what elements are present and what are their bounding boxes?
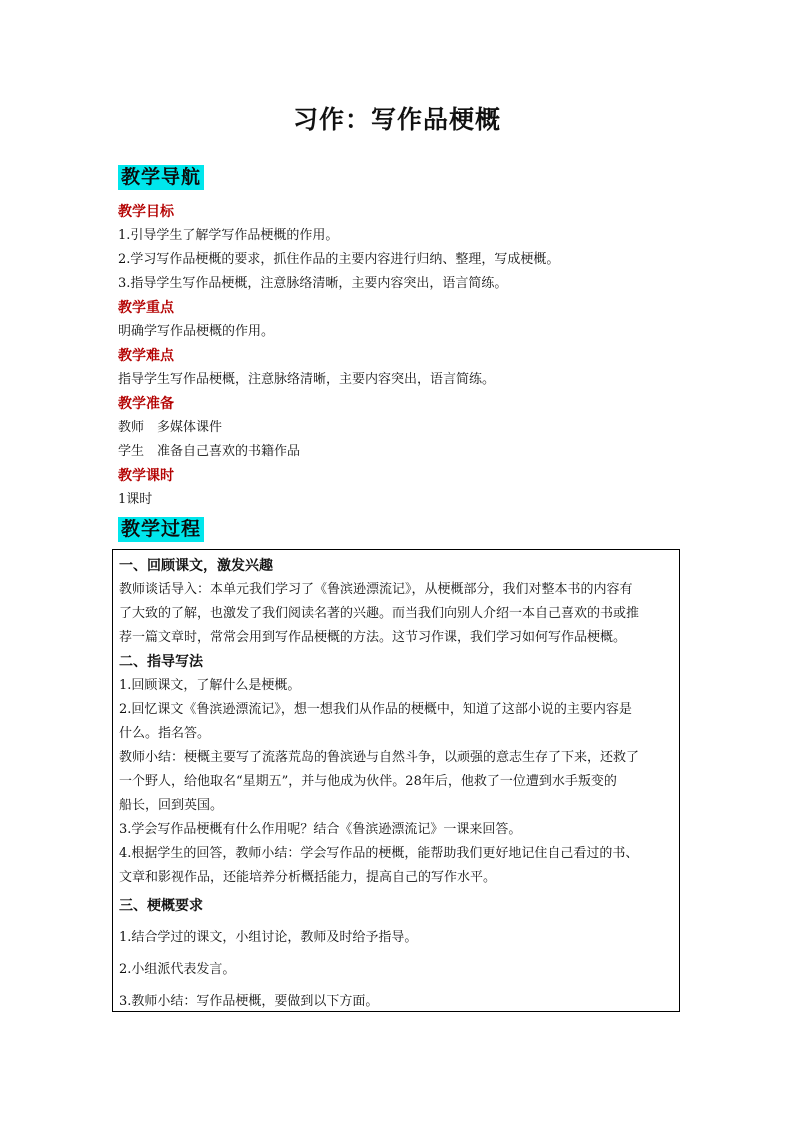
key-points-heading: 教学重点 (118, 300, 174, 316)
section-2-heading: 二、指导写法 (119, 654, 203, 670)
section-2-line: 教师小结：梗概主要写了流落荒岛的鲁滨逊与自然斗争，以顽强的意志生存了下来，还救了 (119, 750, 640, 765)
page-title: 习作：写作品梗概 (292, 105, 501, 134)
goal-item: 3.指导学生写作品梗概，注意脉络清晰，主要内容突出，语言简练。 (118, 276, 508, 291)
section-2-line: 2.回忆课文《鲁滨逊漂流记》，想一想我们从作品的梗概中，知道了这部小说的主要内容是 (119, 702, 632, 717)
section-3-line: 2.小组派代表发言。 (119, 962, 236, 977)
teaching-process-box (112, 549, 680, 1012)
section-2-line: 1.回顾课文，了解什么是梗概。 (119, 678, 301, 693)
section-2-line: 什么。指名答。 (119, 726, 211, 741)
difficulties-heading: 教学难点 (118, 348, 174, 364)
section-banner-teaching-navigation: 教学导航 (118, 165, 204, 190)
section-3-line: 1.结合学过的课文，小组讨论，教师及时给予指导。 (119, 930, 418, 945)
section-2-line: 4.根据学生的回答，教师小结：学会写作品的梗概，能帮助我们更好地记住自己看过的书、 (119, 846, 639, 861)
class-hours-text: 1课时 (118, 492, 153, 507)
key-points-text: 明确学写作品梗概的作用。 (118, 324, 275, 339)
preparation-student: 学生 准备自己喜欢的书籍作品 (118, 444, 301, 459)
goal-item: 1.引导学生了解学写作品梗概的作用。 (118, 228, 339, 243)
preparation-teacher: 教师 多媒体课件 (118, 420, 223, 435)
section-1-line: 了大致的了解，也激发了我们阅读名著的兴趣。而当我们向别人介绍一本自己喜欢的书或推 (119, 606, 640, 621)
class-hours-heading: 教学课时 (118, 468, 174, 484)
section-1-line: 荐一篇文章时，常常会用到写作品梗概的方法。这节习作课，我们学习如何写作品梗概。 (119, 630, 627, 645)
section-2-line: 一个野人，给他取名“星期五”，并与他成为伙伴。28年后，他救了一位遭到水手叛变的 (119, 774, 617, 789)
section-3-line: 3.教师小结：写作品梗概，要做到以下方面。 (119, 994, 379, 1009)
difficulties-text: 指导学生写作品梗概，注意脉络清晰，主要内容突出，语言简练。 (118, 372, 496, 387)
goal-item: 2.学习写作品梗概的要求，抓住作品的主要内容进行归纳、整理，写成梗概。 (118, 252, 560, 267)
section-3-heading: 三、梗概要求 (119, 898, 203, 914)
preparation-heading: 教学准备 (118, 396, 174, 412)
section-2-line: 船长，回到英国。 (119, 798, 224, 813)
section-2-line: 3.学会写作品梗概有什么作用呢？结合《鲁滨逊漂流记》一课来回答。 (119, 822, 522, 837)
section-2-line: 文章和影视作品，还能培养分析概括能力，提高自己的写作水平。 (119, 870, 497, 885)
goals-heading: 教学目标 (118, 204, 174, 220)
section-1-line: 教师谈话导入：本单元我们学习了《鲁滨逊漂流记》，从梗概部分，我们对整本书的内容有 (119, 582, 633, 597)
section-1-heading: 一、回顾课文，激发兴趣 (119, 558, 273, 574)
section-banner-teaching-process: 教学过程 (118, 517, 204, 542)
teaching-navigation-section (118, 200, 688, 512)
